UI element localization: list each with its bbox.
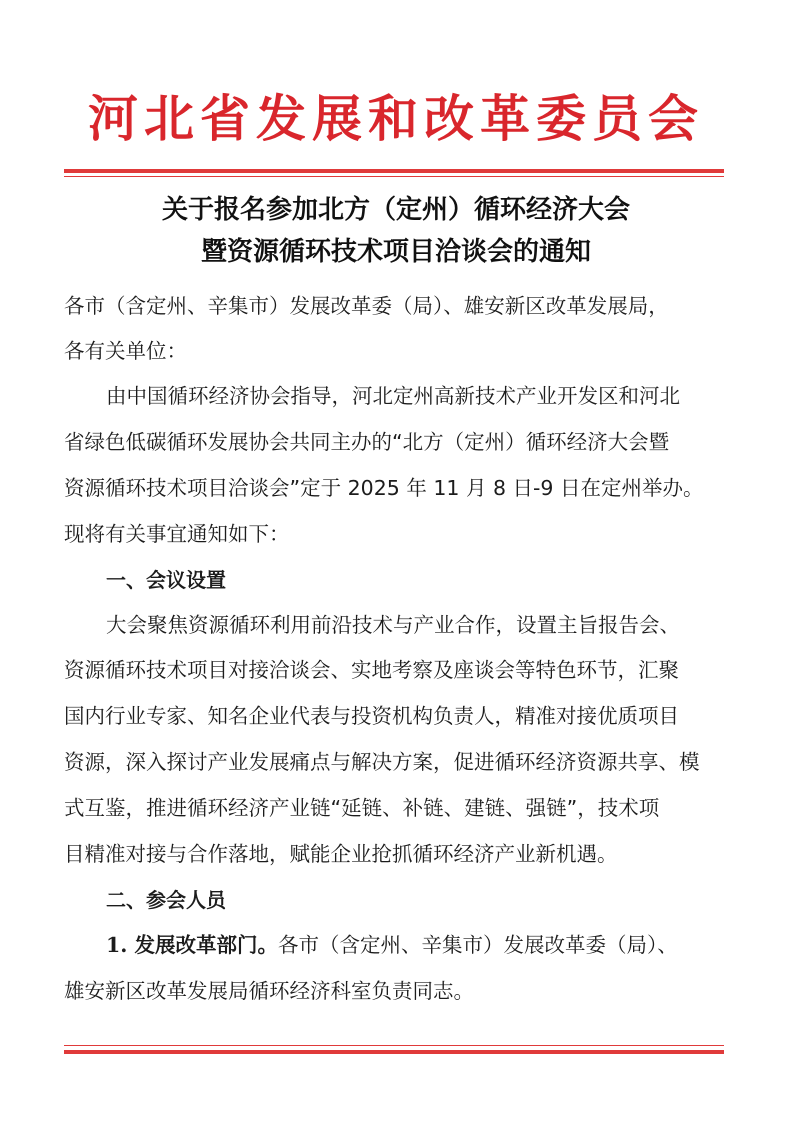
intro-line-2: 省绿色低碳循环发展协会共同主办的“北方（定州）循环经济大会暨 [64,430,670,454]
header-red-rule-thin [64,176,724,177]
notice-title-line-1: 关于报名参加北方（定州）循环经济大会 [161,195,630,225]
header-red-rule-thick [64,169,724,173]
salutation-line-1: 各市（含定州、辛集市）发展改革委（局）、雄安新区改革发展局， [64,294,669,318]
section-1-heading: 一、会议设置 [106,568,226,592]
notice-title-line-2: 暨资源循环技术项目洽谈会的通知 [200,237,591,267]
section-2-item-1-label: 1. 发展改革部门。 [106,933,279,957]
section-1-line-4: 资源，深入探讨产业发展痛点与解决方案，促进循环经济资源共享、模 [64,750,700,774]
intro-line-3: 资源循环技术项目洽谈会”定于 2025 年 11 月 8 日-9 日在定州举办。 [64,476,704,500]
section-1-line-5: 式互鉴，推进循环经济产业链“延链、补链、建链、强链”，技术项 [64,796,660,820]
section-1-line-1: 大会聚焦资源循环利用前沿技术与产业合作，设置主旨报告会、 [106,613,680,637]
issuing-authority-header: 河北省发展和改革委员会 [88,89,704,148]
section-2-heading: 二、参会人员 [106,888,226,912]
section-1-line-3: 国内行业专家、知名企业代表与投资机构负责人，精准对接优质项目 [64,704,679,728]
section-2-item-1-text: 各市（含定州、辛集市）发展改革委（局）、 [278,933,678,957]
footer-red-rule-thin [64,1045,724,1046]
intro-line-4: 现将有关事宜通知如下： [64,522,290,546]
salutation-line-2: 各有关单位： [64,339,187,363]
footer-red-rule-thick [64,1050,724,1054]
section-2-item-1-line-2: 雄安新区改革发展局循环经济科室负责同志。 [64,979,474,1003]
section-2-item-1 [106,927,766,963]
section-1-line-2: 资源循环技术项目对接洽谈会、实地考察及座谈会等特色环节，汇聚 [64,658,679,682]
section-1-line-6: 目精准对接与合作落地，赋能企业抢抓循环经济产业新机遇。 [64,842,618,866]
intro-line-1: 由中国循环经济协会指导，河北定州高新技术产业开发区和河北 [106,384,680,408]
